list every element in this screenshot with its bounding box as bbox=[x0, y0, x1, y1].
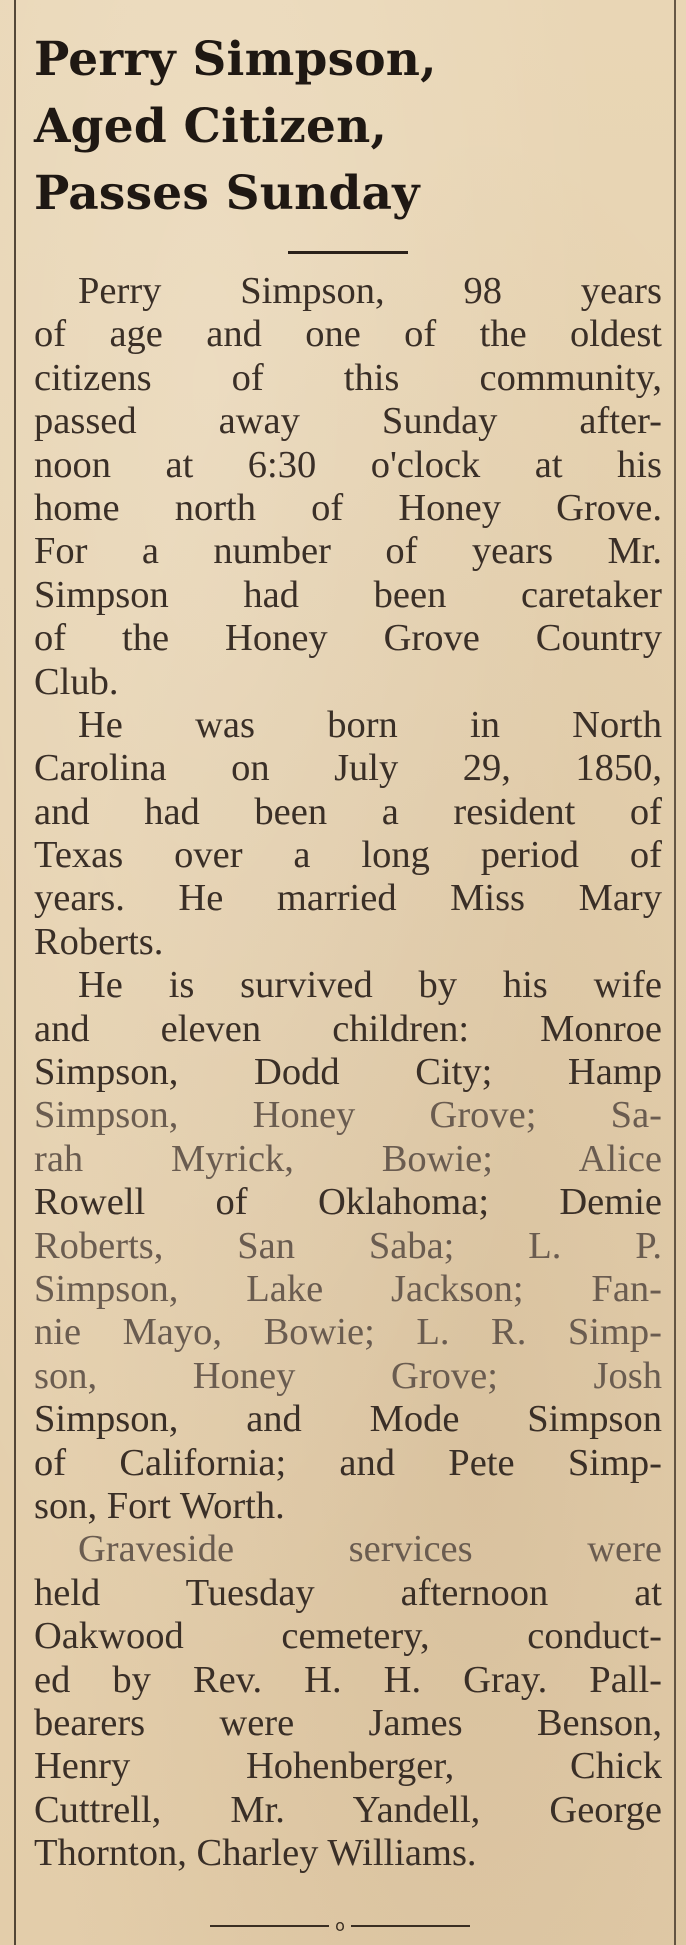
end-of-article-mark bbox=[210, 1916, 470, 1936]
end-mark-dash-right bbox=[351, 1925, 470, 1927]
body-line: son, Honey Grove; Josh bbox=[34, 1354, 662, 1397]
body-line: Cuttrell, Mr. Yandell, George bbox=[34, 1788, 662, 1831]
article-column bbox=[34, 18, 662, 1875]
body-line: Thornton, Charley Williams. bbox=[34, 1832, 477, 1875]
body-line: and had been a resident of bbox=[34, 790, 662, 833]
body-line: Graveside services were bbox=[78, 1528, 662, 1571]
headline bbox=[34, 26, 662, 227]
body-line: son, Fort Worth. bbox=[34, 1484, 285, 1527]
headline-divider bbox=[288, 251, 408, 254]
body-line: Carolina on July 29, 1850, bbox=[34, 747, 662, 790]
body-line: He was born in North bbox=[78, 703, 662, 746]
body-line: years. He married Miss Mary bbox=[34, 877, 662, 920]
body-line: Simpson, Dodd City; Hamp bbox=[34, 1051, 662, 1094]
body-line: nie Mayo, Bowie; L. R. Simp- bbox=[34, 1311, 662, 1354]
headline-line: Perry Simpson, bbox=[34, 32, 437, 87]
column-rule-right bbox=[674, 0, 676, 1945]
body-line: Simpson had been caretaker bbox=[34, 573, 662, 616]
body-line: Roberts. bbox=[34, 920, 164, 963]
end-mark-symbol: o bbox=[335, 1916, 345, 1935]
body-line: Rowell of Oklahoma; Demie bbox=[34, 1181, 662, 1224]
body-line: He is survived by his wife bbox=[78, 964, 662, 1007]
body-line: bearers were James Benson, bbox=[34, 1701, 662, 1744]
body-line: ed by Rev. H. H. Gray. Pall- bbox=[34, 1658, 662, 1701]
end-mark-dash-left bbox=[210, 1925, 329, 1927]
body-line: Simpson, and Mode Simpson bbox=[34, 1398, 662, 1441]
body-line: Club. bbox=[34, 660, 119, 703]
headline-line: Passes Sunday bbox=[34, 166, 420, 221]
body-line: home north of Honey Grove. bbox=[34, 486, 662, 529]
body-line: Perry Simpson, 98 years bbox=[78, 270, 662, 312]
body-line: of California; and Pete Simp- bbox=[34, 1441, 662, 1484]
body-line: and eleven children: Monroe bbox=[34, 1007, 662, 1050]
body-line: passed away Sunday after- bbox=[34, 400, 662, 443]
body-line: noon at 6:30 o'clock at his bbox=[34, 443, 662, 486]
body-line: Roberts, San Saba; L. P. bbox=[34, 1224, 662, 1267]
body-line: For a number of years Mr. bbox=[34, 530, 662, 573]
body-line: of the Honey Grove Country bbox=[34, 617, 662, 660]
column-rule-left bbox=[14, 0, 16, 1945]
body-line: held Tuesday afternoon at bbox=[34, 1571, 662, 1614]
article-body bbox=[34, 270, 662, 1875]
body-line: of age and one of the oldest bbox=[34, 313, 662, 356]
body-line: Simpson, Lake Jackson; Fan- bbox=[34, 1267, 662, 1310]
headline-line: Aged Citizen, bbox=[34, 99, 388, 154]
body-line: rah Myrick, Bowie; Alice bbox=[34, 1137, 662, 1180]
body-line: Oakwood cemetery, conduct- bbox=[34, 1615, 662, 1658]
body-line: Henry Hohenberger, Chick bbox=[34, 1745, 662, 1788]
body-line: Simpson, Honey Grove; Sa- bbox=[34, 1094, 662, 1137]
body-line: citizens of this community, bbox=[34, 356, 662, 399]
body-line: Texas over a long period of bbox=[34, 834, 662, 877]
